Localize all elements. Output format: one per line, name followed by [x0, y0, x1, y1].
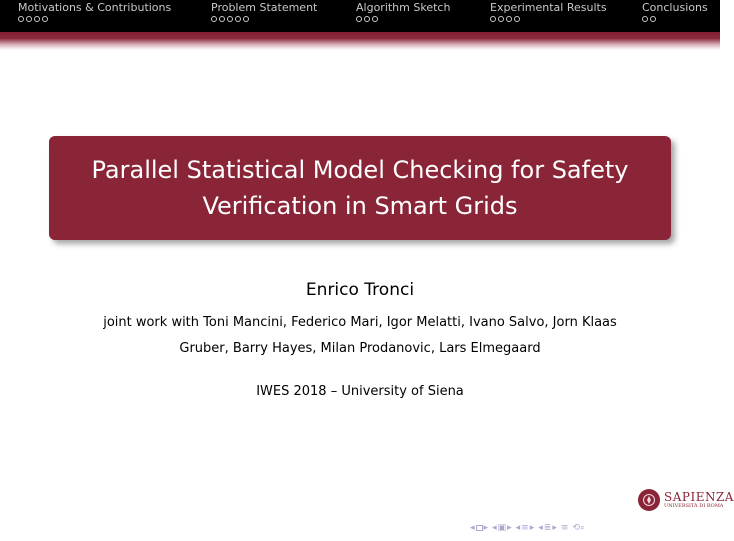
nav-section-conclusions[interactable] [642, 0, 708, 32]
coauthors-line-2: Gruber, Barry Hayes, Milan Prodanovic, Lars Elmegaard [179, 341, 541, 356]
frame-dot[interactable] [490, 16, 496, 22]
frame-dots [356, 16, 450, 22]
frame-dots [490, 16, 607, 22]
seal-icon [638, 489, 660, 511]
logo-name: SAPIENZA [664, 490, 734, 504]
subsection-nav-group [516, 521, 535, 535]
section-navigation-bar [0, 0, 720, 32]
frame-dot[interactable] [26, 16, 32, 22]
next-slide-icon[interactable]: ▸ [483, 523, 489, 533]
frame-dot[interactable] [243, 16, 249, 22]
header-gradient-band [0, 32, 720, 50]
frame-dot[interactable] [42, 16, 48, 22]
frame-dot[interactable] [506, 16, 512, 22]
prev-slide-icon[interactable]: ◂ [470, 523, 475, 533]
section-nav-group [538, 521, 557, 535]
frame-dot[interactable] [650, 16, 656, 22]
venue: IWES 2018 – University of Siena [256, 384, 464, 399]
frame-nav-group [492, 521, 512, 535]
frame-dot[interactable] [372, 16, 378, 22]
nav-section-label: Conclusions [642, 1, 708, 14]
nav-section-experimental-results[interactable] [490, 0, 607, 32]
nav-section-algorithm-sketch[interactable] [356, 0, 450, 32]
frame-dot[interactable] [227, 16, 233, 22]
beamer-navigation-symbols [470, 521, 585, 535]
nav-section-label: Motivations & Contributions [18, 1, 172, 14]
nav-section-label: Problem Statement [211, 1, 318, 14]
frame-dot[interactable] [18, 16, 24, 22]
frame-dots [642, 16, 708, 22]
frame-dot[interactable] [235, 16, 241, 22]
frame-dot[interactable] [498, 16, 504, 22]
slide-icon[interactable] [476, 525, 483, 531]
subsection-icon[interactable]: ≡ [521, 523, 529, 533]
nav-section-motivations[interactable] [18, 0, 171, 32]
coauthors-line-1: joint work with Toni Mancini, Federico Mari, Igor Melatti, Ivano Salvo, Jorn Klaas [103, 315, 617, 330]
slide-nav-group [470, 521, 488, 535]
sapienza-logo [638, 489, 734, 511]
author-name: Enrico Tronci [305, 280, 415, 300]
nav-section-problem-statement[interactable] [211, 0, 317, 32]
next-frame-icon[interactable]: ▸ [507, 523, 512, 533]
title-block [49, 136, 671, 240]
logo-text [664, 491, 734, 509]
section-icon[interactable]: ≣ [543, 523, 552, 533]
frame-dot[interactable] [514, 16, 520, 22]
prev-section-icon[interactable]: ◂ [538, 523, 543, 533]
coauthors [60, 310, 660, 362]
frame-icon[interactable]: ▣ [497, 523, 507, 533]
search-icon[interactable]: ⟲⌕ [572, 523, 585, 533]
frame-dots [211, 16, 317, 22]
appendix-icon[interactable]: ≡ [560, 523, 569, 533]
prev-frame-icon[interactable]: ◂ [492, 523, 497, 533]
logo-subtitle: UNIVERSITÀ DI ROMA [664, 503, 724, 509]
frame-dot[interactable] [356, 16, 362, 22]
slide-title: Parallel Statistical Model Checking for Safety Verification in Smart Grids [91, 156, 629, 220]
nav-section-label: Algorithm Sketch [356, 1, 451, 14]
frame-dot[interactable] [211, 16, 217, 22]
frame-dot[interactable] [34, 16, 40, 22]
frame-dot[interactable] [364, 16, 370, 22]
frame-dot[interactable] [642, 16, 648, 22]
next-section-icon[interactable]: ▸ [552, 523, 557, 533]
nav-section-label: Experimental Results [490, 1, 607, 14]
frame-dot[interactable] [219, 16, 225, 22]
next-subsection-icon[interactable]: ▸ [529, 523, 535, 533]
prev-subsection-icon[interactable]: ◂ [515, 523, 521, 533]
frame-dots [18, 16, 171, 22]
